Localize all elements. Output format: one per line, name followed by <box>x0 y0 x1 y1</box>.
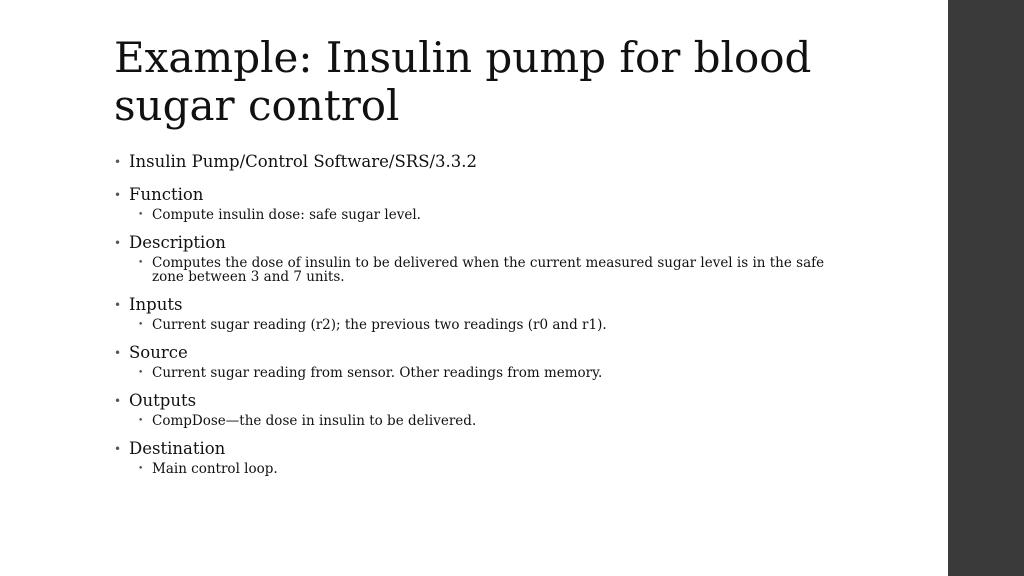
bullet-item-srs <box>114 150 834 174</box>
sub-bullet-dot-icon: • <box>138 210 144 220</box>
bullet-item-description <box>114 231 834 284</box>
sub-bullet-text: Current sugar reading (r2); the previous two readings (r0 and r1). <box>152 317 607 333</box>
sub-bullet-dot-icon: • <box>138 368 144 378</box>
sub-bullet-item <box>129 317 834 332</box>
sub-bullet-item <box>129 255 834 284</box>
bullet-item-inputs <box>114 293 834 332</box>
sub-bullet-list <box>129 365 834 380</box>
bullet-text: Source <box>129 343 188 362</box>
bullet-item-destination <box>114 437 834 476</box>
sub-bullet-text: Main control loop. <box>152 461 278 477</box>
bullet-dot-icon: • <box>114 188 122 202</box>
sub-bullet-text: Compute insulin dose: safe sugar level. <box>152 207 421 223</box>
slide-title: Example: Insulin pump for blood sugar control <box>114 33 812 130</box>
sub-bullet-item <box>129 365 834 380</box>
sub-bullet-text: CompDose—the dose in insulin to be delivered. <box>152 413 477 429</box>
bullet-list <box>114 150 834 476</box>
bullet-dot-icon: • <box>114 442 122 456</box>
sub-bullet-text: Computes the dose of insulin to be delivered when the current measured sugar level is in the safe zone between 3 and 7 units. <box>152 255 825 285</box>
sub-bullet-list <box>129 413 834 428</box>
sub-bullet-dot-icon: • <box>138 416 144 426</box>
sub-bullet-item <box>129 461 834 476</box>
decorative-side-bar <box>948 0 1024 576</box>
bullet-text: Outputs <box>129 391 197 410</box>
bullet-text: Destination <box>129 439 226 458</box>
sub-bullet-list <box>129 255 834 284</box>
sub-bullet-text: Current sugar reading from sensor. Other readings from memory. <box>152 365 603 381</box>
bullet-dot-icon: • <box>114 236 122 250</box>
bullet-dot-icon: • <box>114 155 122 169</box>
sub-bullet-list <box>129 461 834 476</box>
bullet-item-outputs <box>114 389 834 428</box>
bullet-text: Inputs <box>129 295 183 314</box>
bullet-text: Function <box>129 185 204 204</box>
sub-bullet-list <box>129 207 834 222</box>
bullet-dot-icon: • <box>114 394 122 408</box>
bullet-dot-icon: • <box>114 298 122 312</box>
bullet-item-function <box>114 183 834 222</box>
sub-bullet-item <box>129 413 834 428</box>
sub-bullet-item <box>129 207 834 222</box>
sub-bullet-dot-icon: • <box>138 320 144 330</box>
sub-bullet-dot-icon: • <box>138 464 144 474</box>
sub-bullet-list <box>129 317 834 332</box>
bullet-dot-icon: • <box>114 346 122 360</box>
bullet-text: Description <box>129 233 226 252</box>
sub-bullet-dot-icon: • <box>138 258 144 268</box>
bullet-item-source <box>114 341 834 380</box>
slide-content <box>114 150 834 485</box>
bullet-text: Insulin Pump/Control Software/SRS/3.3.2 <box>129 152 478 171</box>
